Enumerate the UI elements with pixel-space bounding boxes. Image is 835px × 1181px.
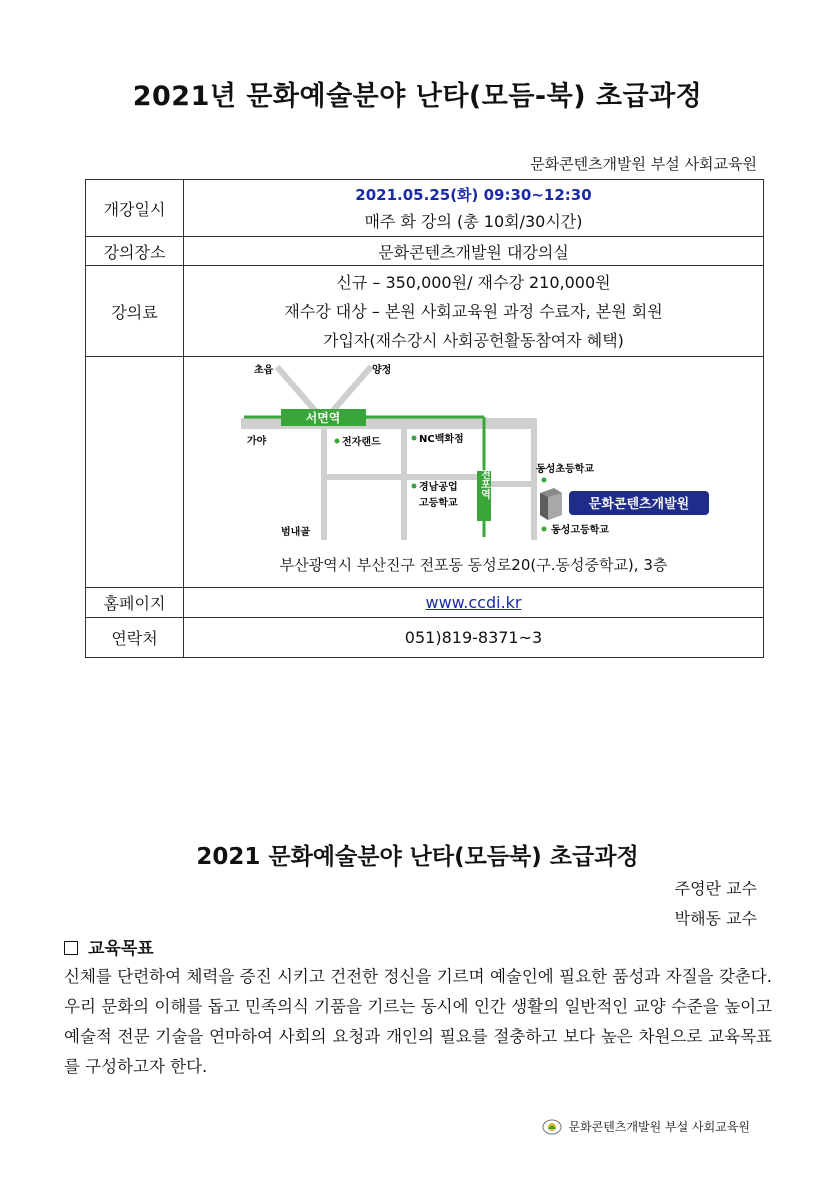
map-label-nc-department: NC백화점 xyxy=(419,434,464,445)
gyeongnam-school-dot xyxy=(412,484,417,489)
schedule-detail: 매주 화 강의 (총 10회/30시간) xyxy=(364,212,583,231)
institute-logo-icon xyxy=(542,1119,562,1138)
schedule-date: 2021.05.25(화) 09:30~12:30 xyxy=(355,186,592,204)
contact-label: 연락처 xyxy=(86,618,184,658)
schedule-row xyxy=(86,180,764,237)
goal-heading xyxy=(64,934,154,959)
map-address: 부산광역시 부산진구 전포동 동성로20(구.동성중학교), 3층 xyxy=(279,556,668,574)
footer-text: 문화콘텐츠개발원 부설 사회교육원 xyxy=(568,1120,750,1134)
location-map xyxy=(184,357,763,583)
map-cell xyxy=(184,357,764,588)
venue-label: 강의장소 xyxy=(86,237,184,266)
goal-heading-text: 교육목표 xyxy=(88,939,154,959)
homepage-cell xyxy=(184,588,764,618)
venue-value: 문화콘텐츠개발원 대강의실 xyxy=(184,237,764,266)
map-label-choeup: 초읍 xyxy=(254,365,274,376)
map-label-gyeongnam-school-2: 고등학교 xyxy=(419,498,458,509)
schedule-cell xyxy=(184,180,764,237)
fee-line-3: 가입자(재수강시 사회공헌활동참여자 혜택) xyxy=(323,330,624,350)
map-label-jeonja-land: 전자랜드 xyxy=(342,437,381,448)
goal-text: 신체를 단련하여 체력을 증진 시키고 건전한 정신을 기르며 예술인에 필요한 품성과 자질을 갖춘다. 우리 문화의 이해를 돕고 민족의식 기품을 기르는 동시에 인간 생활의 일반적인 교양 수준을 높이고 예술적 전문 기술을 연마하여 사회의 요청과 개인의 필요를 절충하고 보다 높은 차원으로 교육목표를 구성하고자 한다. xyxy=(64,967,772,1076)
fee-cell xyxy=(184,266,764,357)
fee-line-2: 재수강 대상 – 본원 사회교육원 과정 수료자, 본원 회원 xyxy=(284,301,663,321)
map-label-yangjeong: 양정 xyxy=(372,365,392,376)
map-label-gyeongnam-school-1: 경남공업 xyxy=(419,482,458,493)
map-row xyxy=(86,357,764,588)
dongseong-high-dot xyxy=(542,527,547,532)
course-info-table xyxy=(85,179,764,658)
contact-value: 051)819-8371~3 xyxy=(184,618,764,658)
map-graphic xyxy=(184,357,764,583)
section-title: 2021 문화예술분야 난타(모듬북) 초급과정 xyxy=(196,844,639,870)
schedule-label: 개강일시 xyxy=(86,180,184,237)
contact-row xyxy=(86,618,764,658)
professor-2: 박해동 교수 xyxy=(674,909,757,928)
nc-department-dot xyxy=(412,436,417,441)
building-icon xyxy=(540,488,562,520)
footer xyxy=(542,1118,750,1138)
jeonja-land-dot xyxy=(335,439,340,444)
map-label-dongseong-high: 동성고등학교 xyxy=(551,525,609,536)
map-label-beomnaegol: 범내골 xyxy=(281,527,310,538)
page-title: 2021년 문화예술분야 난타(모듬-북) 초급과정 xyxy=(132,81,703,112)
map-label-dongseong-elem: 동성초등학교 xyxy=(536,464,594,475)
professor-1: 주영란 교수 xyxy=(674,879,757,898)
fee-label: 강의료 xyxy=(86,266,184,357)
homepage-link[interactable]: www.ccdi.kr xyxy=(425,593,522,612)
fee-row xyxy=(86,266,764,357)
homepage-label: 홈페이지 xyxy=(86,588,184,618)
dongseong-elem-dot xyxy=(542,478,547,483)
fee-line-1: 신규 – 350,000원/ 재수강 210,000원 xyxy=(336,272,611,292)
venue-row xyxy=(86,237,764,266)
map-label-gaya: 가야 xyxy=(247,436,267,447)
organization-name: 문화콘텐츠개발원 부설 사회교육원 xyxy=(530,155,757,173)
checkbox-icon xyxy=(64,941,78,955)
map-label-empty xyxy=(86,357,184,588)
homepage-row xyxy=(86,588,764,618)
map-label-institute: 문화콘텐츠개발원 xyxy=(588,497,690,512)
seomyeon-station-label: 서면역 xyxy=(305,411,341,425)
jeonpo-station-label: 전포역 xyxy=(478,469,490,499)
